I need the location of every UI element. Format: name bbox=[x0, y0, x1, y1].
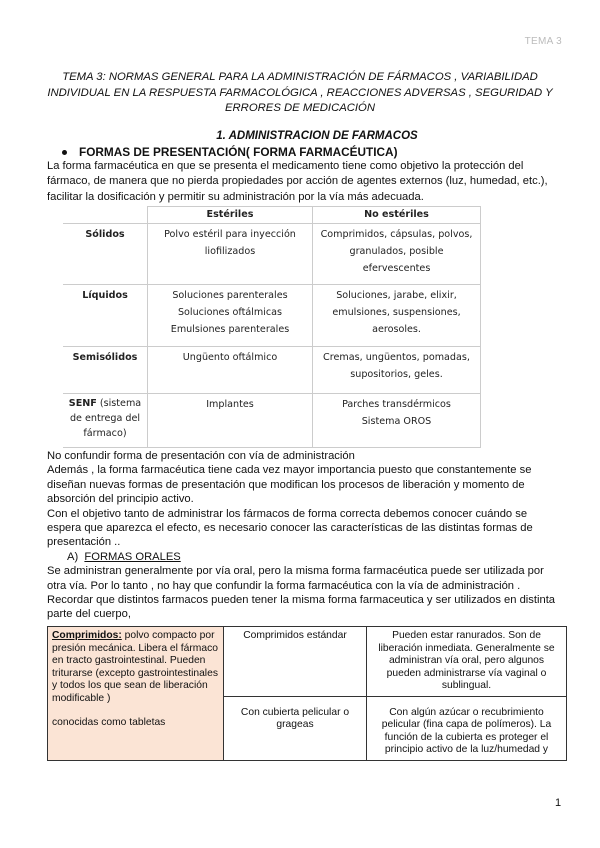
cell bbox=[313, 347, 481, 394]
document-title bbox=[40, 70, 560, 117]
row-label-bold: SENF bbox=[68, 398, 97, 409]
text-line: fármaco, de manera que no pierda propiedades por acción de agentes externos (luz, humedad, etc.), bbox=[47, 175, 548, 188]
title-line: INDIVIDUAL EN LA RESPUESTA FARMACOLÓGICA , REACCIONES ADVERSAS , SEGURIDAD Y bbox=[47, 86, 553, 99]
title-line: ERRORES DE MEDICACIÓN bbox=[224, 102, 375, 114]
row-label: Sólidos bbox=[63, 224, 148, 285]
desc-cell: Pueden estar ranurados. Son de liberación inmediata. Generalmente se administran vía oral, pero algunos pueden administrarse vía vaginal o sublingual. bbox=[367, 627, 567, 697]
text-line: No confundir forma de presentación con vía de administración bbox=[47, 450, 355, 462]
row-label-rest: (sistema de entrega del fármaco) bbox=[69, 398, 142, 439]
oral-forms-table bbox=[47, 626, 567, 761]
subsection-marker: A) bbox=[67, 550, 79, 563]
header-cell bbox=[63, 207, 148, 224]
cell-line: Soluciones oftálmicas bbox=[177, 307, 283, 318]
header-cell: Estériles bbox=[148, 207, 313, 224]
intro-paragraph bbox=[47, 159, 567, 205]
text-line: presentación .. bbox=[47, 536, 121, 549]
definition-note: conocidas como tabletas bbox=[52, 717, 166, 728]
text-line: otra vía. Por lo tanto , no hay que confundir la forma farmacéutica con la vía de administración . bbox=[47, 579, 521, 592]
bullet-heading bbox=[62, 145, 398, 159]
text-line: parte del cuerpo, bbox=[47, 608, 131, 621]
cell-line: aerosoles. bbox=[372, 324, 421, 335]
cell bbox=[148, 347, 313, 394]
cell-line: supositorios, geles. bbox=[350, 369, 443, 380]
cell-line: Comprimidos, cápsulas, polvos, bbox=[320, 229, 473, 240]
cell-line: efervescentes bbox=[362, 263, 431, 274]
cell bbox=[313, 394, 481, 448]
cell-line: Soluciones, jarabe, elixir, bbox=[336, 290, 457, 301]
page-number: 1 bbox=[555, 797, 562, 809]
table-row bbox=[63, 285, 481, 347]
text-line: Con el objetivo tanto de administrar los fármacos de forma correcta debemos conocer cuándo se bbox=[47, 507, 528, 520]
table-row bbox=[63, 394, 481, 448]
section-heading: 1. ADMINISTRACION DE FARMACOS bbox=[216, 130, 418, 142]
text-line: facilitar la dosificación y permitir su administración por la vía más adecuada. bbox=[47, 190, 424, 203]
cell-line: Implantes bbox=[206, 399, 254, 410]
header-cell: No estériles bbox=[313, 207, 481, 224]
row-label: Semisólidos bbox=[63, 347, 148, 394]
type-cell: Comprimidos estándar bbox=[224, 627, 367, 697]
text-line: absorción del principio activo. bbox=[47, 493, 194, 506]
table-row bbox=[63, 224, 481, 285]
table-header-row bbox=[63, 207, 481, 224]
text-line: Además , la forma farmacéutica tiene cada vez mayor importancia puesto que constantemente se bbox=[47, 464, 532, 477]
row-label: Líquidos bbox=[63, 285, 148, 347]
cell-line: Emulsiones parenterales bbox=[170, 324, 290, 335]
cell bbox=[148, 394, 313, 448]
table-row bbox=[63, 347, 481, 394]
cell-line: Polvo estéril para inyección bbox=[164, 229, 296, 240]
body-paragraph bbox=[47, 449, 567, 622]
definition-text: polvo compacto por presión mecánica. Libera el fármaco en tracto gastrointestinal. Pueden triturarse (excepto gastrointestinales y todos los que sean de liberación modificable ) bbox=[52, 630, 218, 704]
bullet-icon bbox=[62, 150, 67, 155]
text-line: espera que aparezca el efecto, es necesario conocer las características de las distintas formas de bbox=[47, 522, 533, 535]
bullet-heading-text: FORMAS DE PRESENTACIÓN( FORMA FARMACÉUTICA) bbox=[79, 145, 398, 159]
running-header: TEMA 3 bbox=[524, 36, 562, 47]
cell-line: granulados, posible bbox=[349, 246, 444, 257]
text-line: diseñan nuevas formas de presentación que modifican los procesos de liberación y momento de bbox=[47, 478, 525, 491]
desc-cell: Con algún azúcar o recubrimiento pelicular (fina capa de polímeros). La función de la cubierta es proteger el principio activo de la luz/humedad y bbox=[367, 696, 567, 760]
cell-line: emulsiones, suspensiones, bbox=[332, 307, 461, 318]
cell bbox=[148, 224, 313, 285]
subsection-heading bbox=[47, 550, 567, 564]
cell bbox=[148, 285, 313, 347]
cell bbox=[313, 285, 481, 347]
cell-line: Parches transdérmicos bbox=[342, 399, 451, 410]
cell-line: liofilizados bbox=[204, 246, 256, 257]
text-line: Recordar que distintos farmacos pueden tener la misma forma farmaceutica y ser utilizados en distinta bbox=[47, 594, 556, 607]
table-row bbox=[48, 627, 567, 697]
text-line: Se administran generalmente por vía oral, pero la misma forma farmacéutica puede ser utilizada por bbox=[47, 565, 544, 578]
definition-cell bbox=[48, 627, 224, 761]
cell-line: Ungüento oftálmico bbox=[182, 352, 278, 363]
cell-line: Soluciones parenterales bbox=[172, 290, 288, 301]
type-cell: Con cubierta pelicular o grageas bbox=[224, 696, 367, 760]
definition-term: Comprimidos: bbox=[52, 630, 122, 641]
text-line: La forma farmacéutica en que se presenta el medicamento tiene como objetivo la protección del bbox=[47, 160, 524, 172]
cell-line: Sistema OROS bbox=[361, 416, 432, 427]
cell-line: Cremas, ungüentos, pomadas, bbox=[323, 352, 470, 363]
cell bbox=[313, 224, 481, 285]
row-label bbox=[63, 394, 148, 448]
subsection-title: FORMAS ORALES bbox=[84, 550, 181, 563]
title-line: TEMA 3: NORMAS GENERAL PARA LA ADMINISTRACIÓN DE FÁRMACOS , VARIABILIDAD bbox=[62, 71, 538, 83]
forms-table bbox=[63, 206, 481, 448]
